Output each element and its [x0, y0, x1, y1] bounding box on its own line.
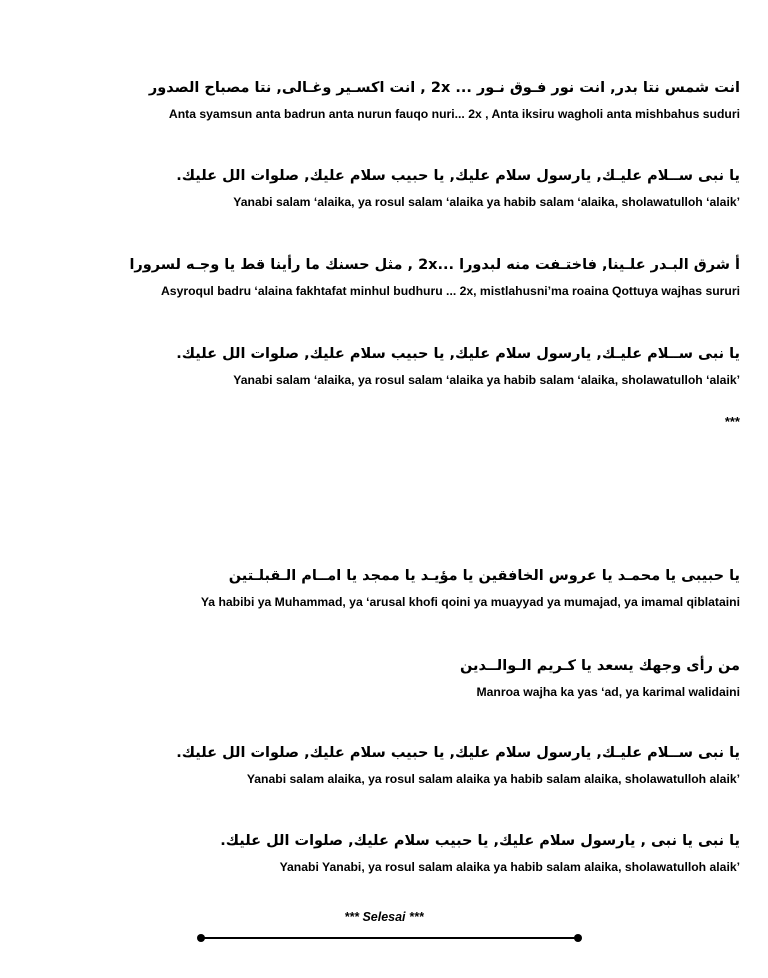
divider-right-dot — [574, 934, 582, 942]
verse-arabic: يا نبى يا نبى , يارسول سلام عليك, يا حبيب سلام عليك, صلوات الل عليك. — [220, 833, 740, 849]
verse-transliteration: Anta syamsun anta badrun anta nurun fauqo nuri... 2x , Anta iksiru wagholi anta mishbahus suduri — [168, 107, 740, 121]
verse-5 — [40, 565, 740, 611]
verse-3 — [40, 254, 740, 300]
verse-arabic: انت شمس نتا بدر, انت نور فـوق نـور ... 2x , انت اكسـير وغـالى, نتا مصباح الصدور — [148, 80, 740, 96]
section-separator: *** — [724, 414, 740, 429]
verse-transliteration: Yanabi salam alaika, ya rosul salam alaika ya habib salam alaika, sholawatulloh alaik’ — [246, 772, 740, 786]
verse-arabic: يا حبيبى يا محمـد يا عروس الخافقين يا مؤيـد يا ممجد يا امــام الـقبلـتين — [228, 568, 740, 584]
verse-2 — [40, 165, 740, 211]
verse-8 — [40, 830, 740, 876]
verse-1 — [40, 77, 740, 123]
verse-transliteration: Yanabi Yanabi, ya rosul salam alaika ya habib salam alaika, sholawatulloh alaik’ — [279, 860, 740, 874]
closing-divider — [201, 937, 578, 939]
verse-arabic: يا نبى ســلام عليـك, يارسول سلام عليك, يا حبيب سلام عليك, صلوات الل عليك. — [176, 168, 740, 184]
closing-text: *** Selesai *** — [344, 910, 424, 924]
verse-4 — [40, 343, 740, 389]
divider-left-dot — [197, 934, 205, 942]
verse-transliteration: Yanabi salam ‘alaika, ya rosul salam ‘alaika ya habib salam ‘alaika, sholawatulloh ‘alaik’ — [233, 195, 740, 209]
verse-transliteration: Yanabi salam ‘alaika, ya rosul salam ‘alaika ya habib salam ‘alaika, sholawatulloh ‘alaik’ — [233, 373, 740, 387]
verse-arabic: من رأى وجهك يسعد يا كـريم الـوالــدين — [460, 658, 740, 674]
verse-7 — [40, 742, 740, 788]
verse-transliteration: Manroa wajha ka yas ‘ad, ya karimal walidaini — [476, 685, 740, 699]
verse-transliteration: Ya habibi ya Muhammad, ya ‘arusal khofi qoini ya muayyad ya mumajad, ya imamal qiblataini — [200, 595, 740, 609]
verse-arabic: يا نبى ســلام عليـك, يارسول سلام عليك, يا حبيب سلام عليك, صلوات الل عليك. — [176, 745, 740, 761]
verse-arabic: يا نبى ســلام عليـك, يارسول سلام عليك, يا حبيب سلام عليك, صلوات الل عليك. — [176, 346, 740, 362]
verse-arabic: أ شرق البـدر علـينا, فاختـفت منه لبدورا ...2x , مثل حسنك ما رأينا قط يا وجـه لسرورا — [129, 257, 740, 273]
verse-transliteration: Asyroqul badru ‘alaina fakhtafat minhul budhuru ... 2x, mistlahusni’ma roaina Qottuya wajhas sururi — [160, 284, 740, 298]
verse-6 — [40, 655, 740, 701]
